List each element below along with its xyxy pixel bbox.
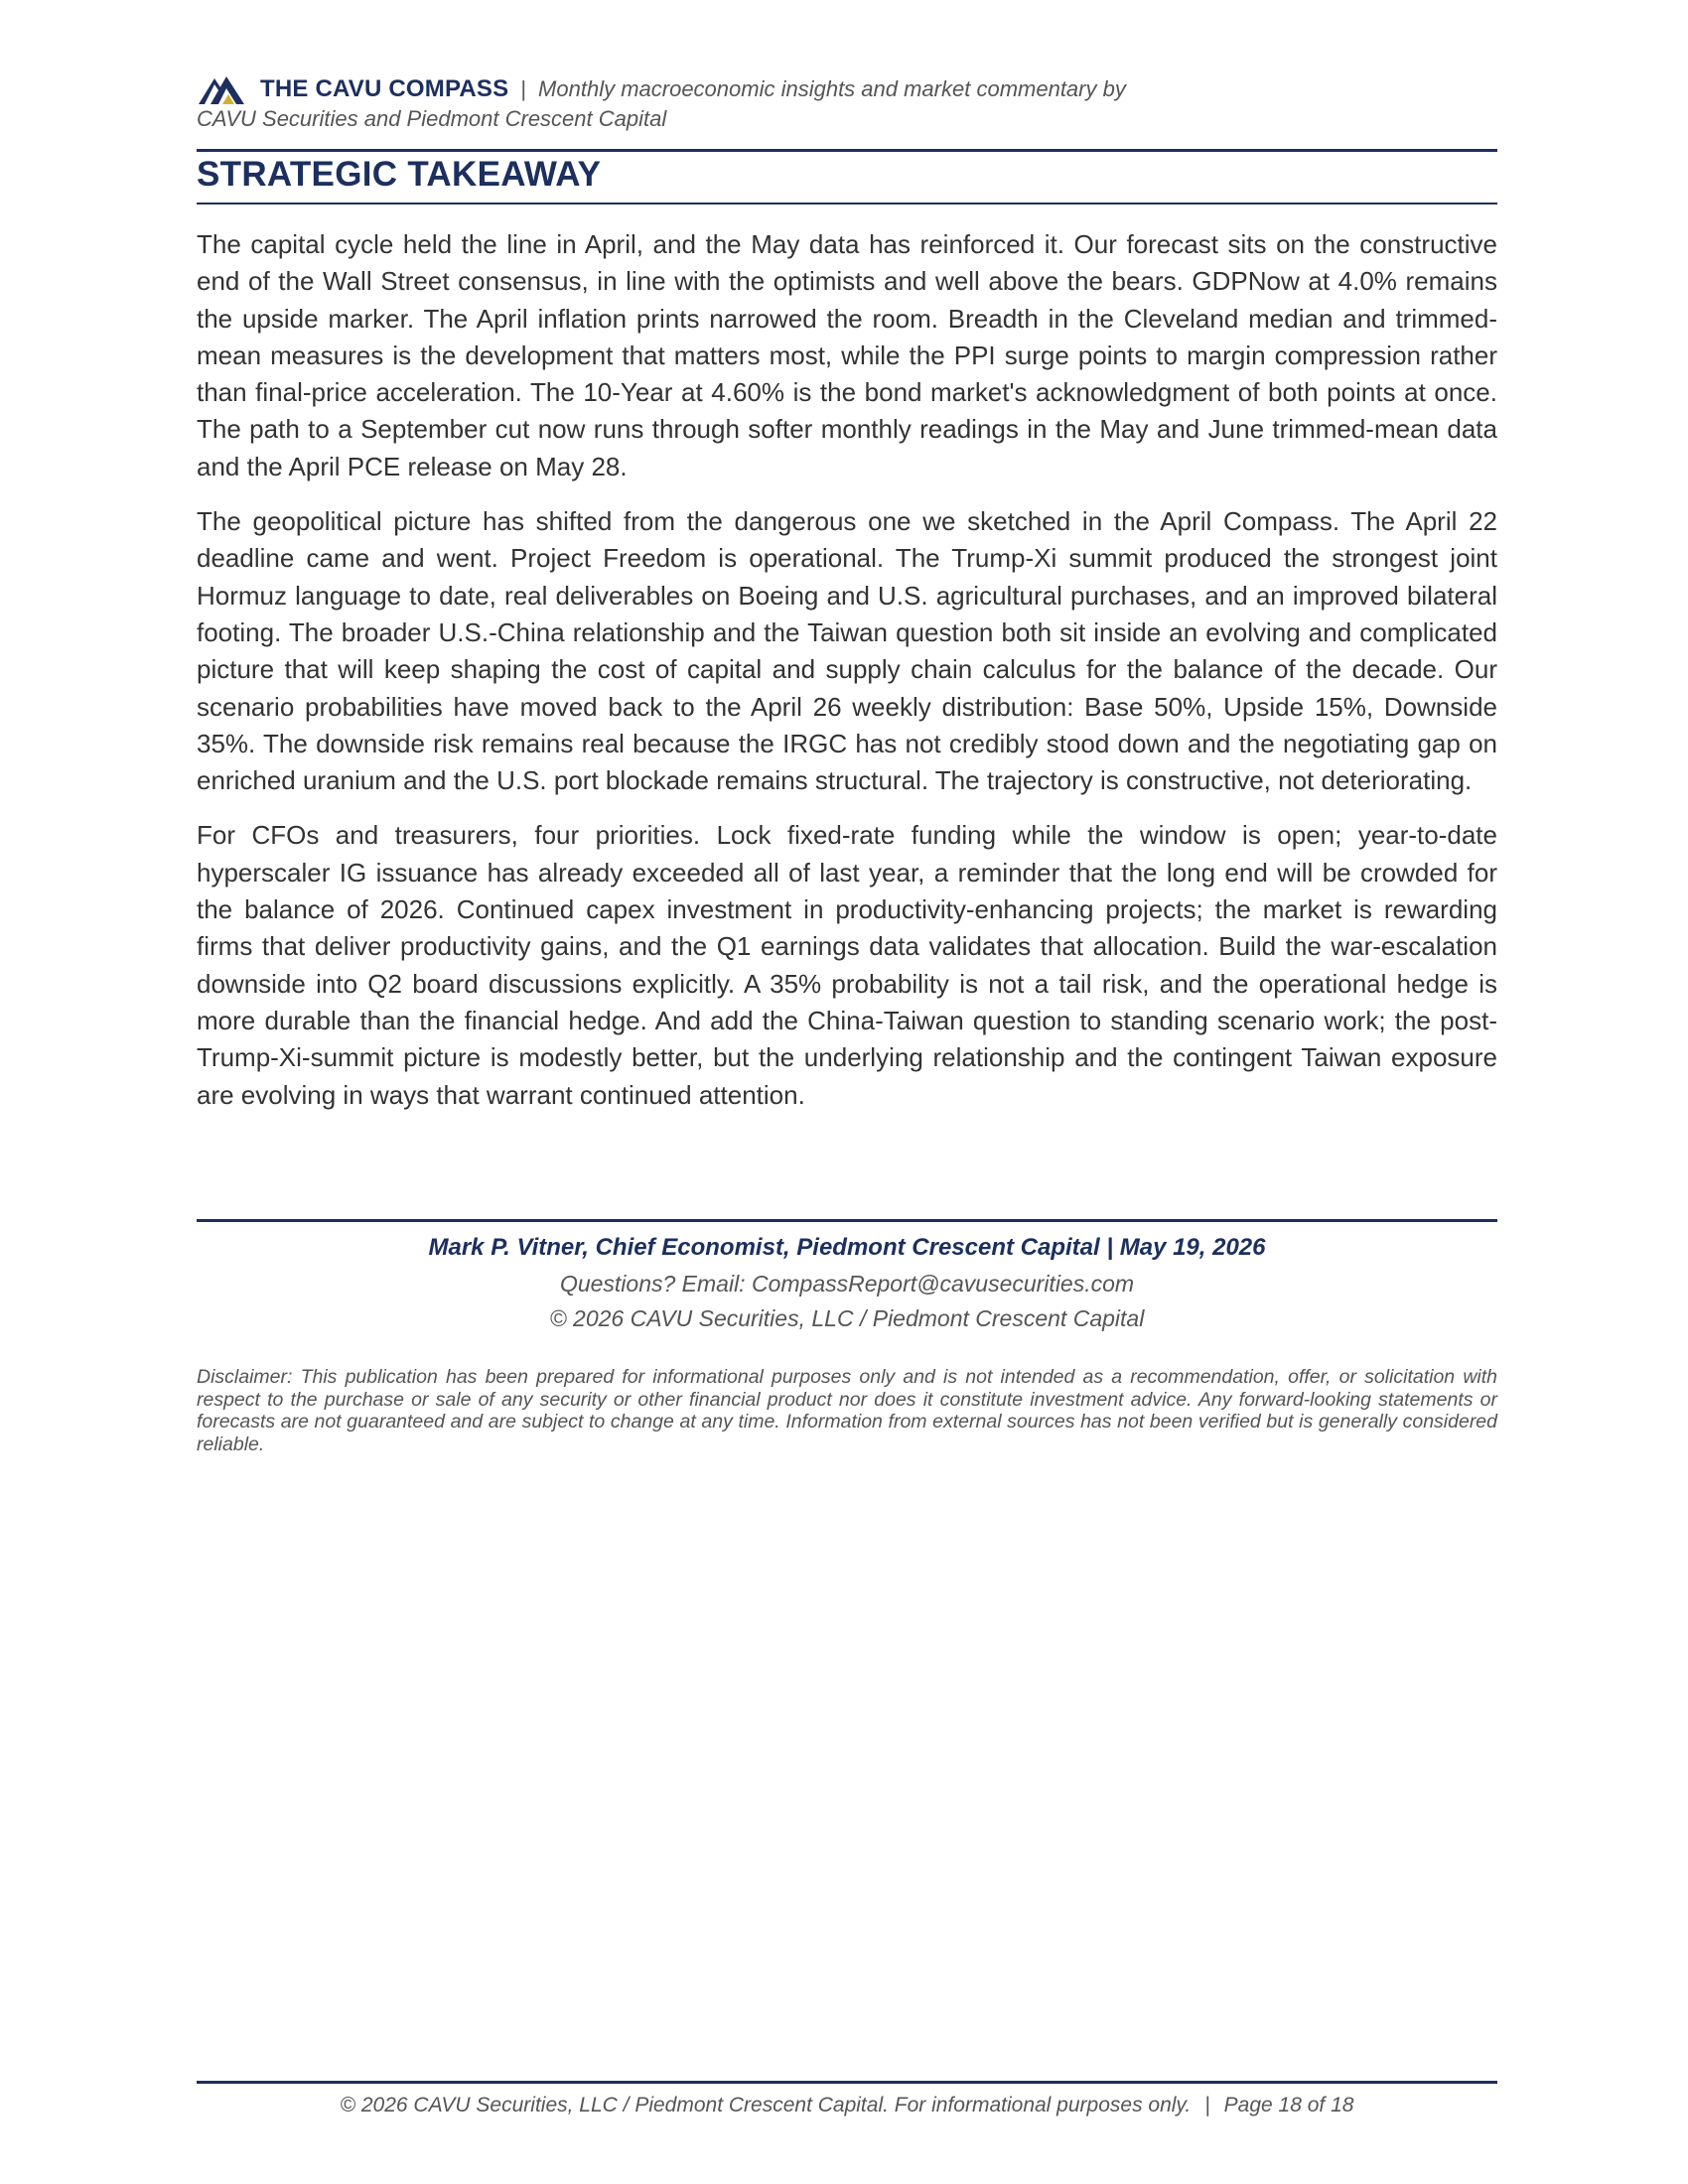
contact-line: Questions? Email: CompassReport@cavusecurities.com <box>559 1271 1135 1297</box>
signature-block <box>197 1231 1497 1336</box>
page-number: Page 18 of 18 <box>1223 2094 1354 2116</box>
signature-divider <box>197 1219 1497 1222</box>
brand-line <box>197 73 1497 105</box>
title-divider <box>197 203 1497 205</box>
disclaimer: Disclaimer: This publication has been prepared for informational purposes only and is not intended as a recommendation, offer, or solicitation with respect to the purchase or sale of any security or other financial product nor does it constitute investment advice. Any forward-looking statements or forecasts are not guaranteed and are subject to change at any time. Information from external sources has not been verified but is generally considered reliable. <box>197 1366 1497 1455</box>
mountain-logo-icon <box>197 72 250 106</box>
body-paragraph: The capital cycle held the line in April, and the May data has reinforced it. Our forecast sits on the constructive end of the Wall Street consensus, in line with the optimists and well above the bears. GDPNow at 4.0% remains the upside marker. The April inflation prints narrowed the room. Breadth in the Cleveland median and trimmed-mean measures is the development that matters most, while the PPI surge points to margin compression rather than final-price acceleration. The 10-Year at 4.60% is the bond market's acknowledgment of both points at once. The path to a September cut now runs through softer monthly readings in the May and June trimmed-mean data and the April PCE release on May 28. <box>197 229 1497 481</box>
body-text <box>197 226 1497 1132</box>
page-footer <box>197 2091 1497 2120</box>
brand-name: THE CAVU COMPASS <box>260 75 509 102</box>
section-title: STRATEGIC TAKEAWAY <box>197 155 602 194</box>
footer-divider <box>197 2081 1497 2084</box>
author-line: Mark P. Vitner, Chief Economist, Piedmont Crescent Capital | May 19, 2026 <box>428 1234 1266 1261</box>
body-paragraph: For CFOs and treasurers, four priorities. Lock fixed-rate funding while the window is open; year-to-date hyperscaler IG issuance has already exceeded all of last year, a reminder that the long end will be crowded for the balance of 2026. Continued capex investment in productivity-enhancing projects; the market is rewarding firms that deliver productivity gains, and the Q1 earnings data validates that allocation. Build the war-escalation downside into Q2 board discussions explicitly. A 35% probability is not a tail risk, and the operational hedge is more durable than the financial hedge. And add the China-Taiwan question to standing scenario work; the post-Trump-Xi-summit picture is modestly better, but the underlying relationship and the contingent Taiwan exposure are evolving in ways that warrant continued attention. <box>197 820 1497 1110</box>
header-divider <box>197 149 1497 152</box>
document-page <box>197 0 1497 2184</box>
page-header <box>197 73 1497 133</box>
footer-separator: | <box>1204 2094 1210 2116</box>
brand-tagline-continued: CAVU Securities and Piedmont Crescent Capital <box>197 106 667 131</box>
brand-tagline: Monthly macroeconomic insights and market commentary by <box>538 76 1126 101</box>
body-paragraph: The geopolitical picture has shifted from the dangerous one we sketched in the April Compass. The April 22 deadline came and went. Project Freedom is operational. The Trump-Xi summit produced the strongest joint Hormuz language to date, real deliverables on Boeing and U.S. agricultural purchases, and an improved bilateral footing. The broader U.S.-China relationship and the Taiwan question both sit inside an evolving and complicated picture that will keep shaping the cost of capital and supply chain calculus for the balance of the decade. Our scenario probabilities have moved back to the April 26 weekly distribution: Base 50%, Upside 15%, Downside 35%. The downside risk remains real because the IRGC has not credibly stood down and the negotiating gap on enriched uranium and the U.S. port blockade remains structural. The trajectory is constructive, not deteriorating. <box>197 506 1497 796</box>
brand-separator: | <box>520 76 527 101</box>
footer-copyright: © 2026 CAVU Securities, LLC / Piedmont Crescent Capital. For informational purposes only. <box>340 2094 1192 2116</box>
copyright-line: © 2026 CAVU Securities, LLC / Piedmont Crescent Capital <box>549 1305 1145 1331</box>
